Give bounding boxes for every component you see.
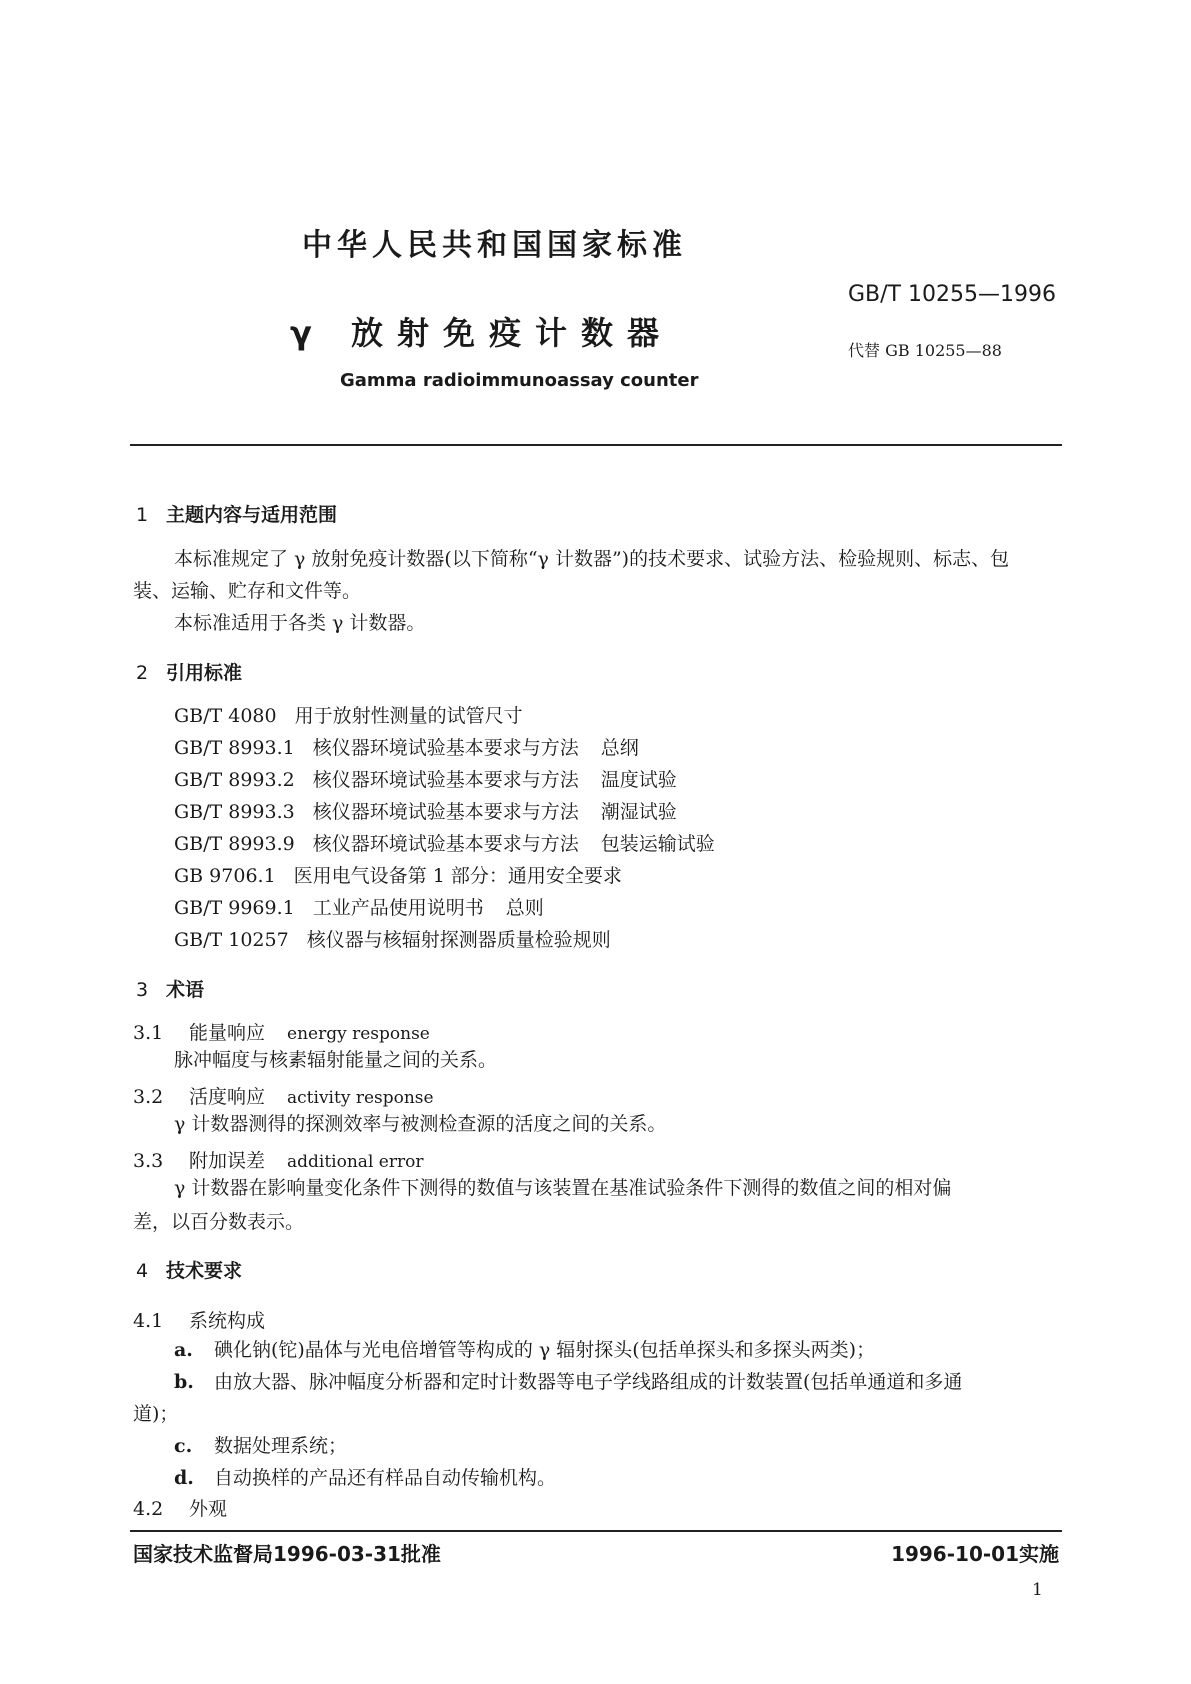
section-1-paragraph-1-line-1: 本标准规定了 γ 放射免疫计数器(以下简称“γ 计数器”)的技术要求、试验方法、检验规则、标志、包 <box>174 548 1010 570</box>
reference-code: GB/T 4080 <box>174 705 277 727</box>
term-number: 3.2 <box>133 1086 164 1108</box>
term-3-3-definition-line-2: 差，以百分数表示。 <box>133 1211 305 1233</box>
list-item-text: 碘化钠(铊)晶体与光电倍增管等构成的 γ 辐射探头(包括单探头和多探头两类)； <box>214 1339 876 1361</box>
list-item-a <box>174 1334 875 1366</box>
section-1-heading <box>136 500 337 527</box>
reference-title: 核仪器环境试验基本要求与方法 <box>312 737 579 759</box>
reference-subtitle: 温度试验 <box>600 769 677 791</box>
section-2-heading <box>136 658 242 685</box>
reference-subtitle: 总纲 <box>600 737 639 759</box>
effective-date-line: 1996-10-01实施 <box>891 1542 1059 1566</box>
list-item-label: d. <box>174 1467 194 1489</box>
section-number: 4 <box>136 1260 149 1282</box>
replaces-standard: 代替 GB 10255—88 <box>848 341 1002 360</box>
reference-code: GB/T 8993.9 <box>174 833 295 855</box>
term-number: 3.3 <box>133 1150 164 1172</box>
reference-subtitle: 潮湿试验 <box>600 801 677 823</box>
reference-list <box>174 700 715 956</box>
term-number: 3.1 <box>133 1022 164 1044</box>
document-title-en: Gamma radioimmunoassay counter <box>340 370 699 391</box>
reference-item <box>174 764 715 796</box>
subsection-number: 4.1 <box>133 1310 164 1332</box>
reference-item <box>174 892 715 924</box>
reference-item <box>174 700 715 732</box>
list-item-c <box>174 1430 347 1462</box>
reference-code: GB/T 10257 <box>174 929 289 951</box>
section-number: 1 <box>136 504 149 526</box>
reference-code: GB/T 8993.1 <box>174 737 295 759</box>
reference-item <box>174 796 715 828</box>
term-3-2-definition: γ 计数器测得的探测效率与被测检查源的活度之间的关系。 <box>174 1113 667 1135</box>
reference-code: GB 9706.1 <box>174 865 276 887</box>
header-rule <box>130 444 1062 446</box>
document-title-cn: γ 放射免疫计数器 <box>290 314 673 352</box>
reference-code: GB/T 8993.2 <box>174 769 295 791</box>
section-3-heading <box>136 975 204 1002</box>
list-item-b-continuation: 道)； <box>133 1403 179 1425</box>
subsection-number: 4.2 <box>133 1498 164 1520</box>
approval-line: 国家技术监督局1996-03-31批准 <box>133 1542 441 1566</box>
list-item-text: 自动换样的产品还有样品自动传输机构。 <box>214 1467 557 1489</box>
reference-subtitle: 包装运输试验 <box>600 833 715 855</box>
term-en: additional error <box>287 1152 424 1172</box>
term-cn: 能量响应 <box>189 1022 266 1044</box>
section-4-heading <box>136 1256 242 1283</box>
subsection-4-2-heading <box>133 1494 227 1521</box>
term-3-1-definition: 脉冲幅度与核素辐射能量之间的关系。 <box>174 1049 498 1071</box>
reference-title: 医用电气设备第 1 部分：通用安全要求 <box>293 865 622 887</box>
reference-code: GB/T 8993.3 <box>174 801 295 823</box>
reference-subtitle: 总则 <box>505 897 544 919</box>
term-3-3-definition-line-1: γ 计数器在影响量变化条件下测得的数值与该装置在基准试验条件下测得的数值之间的相对偏 <box>174 1177 952 1199</box>
section-number: 2 <box>136 662 149 684</box>
page-number: 1 <box>1032 1580 1043 1600</box>
list-item-label: a. <box>174 1339 193 1361</box>
subsection-title: 系统构成 <box>189 1310 266 1332</box>
section-title: 术语 <box>166 979 205 1001</box>
subsection-title: 外观 <box>189 1498 228 1520</box>
list-item-text: 由放大器、脉冲幅度分析器和定时计数器等电子学线路组成的计数装置(包括单通道和多通 <box>214 1371 963 1393</box>
list-item-d <box>174 1462 556 1494</box>
section-title: 引用标准 <box>166 662 243 684</box>
term-3-1 <box>133 1018 430 1045</box>
reference-title: 核仪器环境试验基本要求与方法 <box>312 769 579 791</box>
section-1-paragraph-2: 本标准适用于各类 γ 计数器。 <box>174 612 426 634</box>
footer-rule <box>130 1530 1062 1532</box>
term-cn: 活度响应 <box>189 1086 266 1108</box>
list-item-text: 数据处理系统； <box>214 1435 348 1457</box>
standard-code: GB/T 10255—1996 <box>848 282 1056 307</box>
reference-title: 工业产品使用说明书 <box>312 897 484 919</box>
reference-item <box>174 732 715 764</box>
subsection-4-1-heading <box>133 1306 265 1333</box>
national-standard-heading: 中华人民共和国国家标准 <box>302 228 687 263</box>
reference-title: 核仪器环境试验基本要求与方法 <box>312 801 579 823</box>
list-item-label: b. <box>174 1371 194 1393</box>
section-title: 主题内容与适用范围 <box>166 504 338 526</box>
section-title: 技术要求 <box>166 1260 243 1282</box>
section-number: 3 <box>136 979 149 1001</box>
reference-title: 核仪器环境试验基本要求与方法 <box>312 833 579 855</box>
term-en: activity response <box>287 1088 434 1108</box>
reference-item <box>174 860 715 892</box>
term-3-2 <box>133 1082 434 1109</box>
list-item-label: c. <box>174 1435 193 1457</box>
reference-item <box>174 828 715 860</box>
reference-code: GB/T 9969.1 <box>174 897 295 919</box>
term-3-3 <box>133 1146 423 1173</box>
reference-title: 核仪器与核辐射探测器质量检验规则 <box>306 929 611 951</box>
reference-item <box>174 924 715 956</box>
section-1-paragraph-1-line-2: 装、运输、贮存和文件等。 <box>133 580 362 602</box>
reference-title: 用于放射性测量的试管尺寸 <box>294 705 523 727</box>
list-item-b <box>174 1366 962 1398</box>
term-en: energy response <box>287 1024 430 1044</box>
term-cn: 附加误差 <box>189 1150 266 1172</box>
